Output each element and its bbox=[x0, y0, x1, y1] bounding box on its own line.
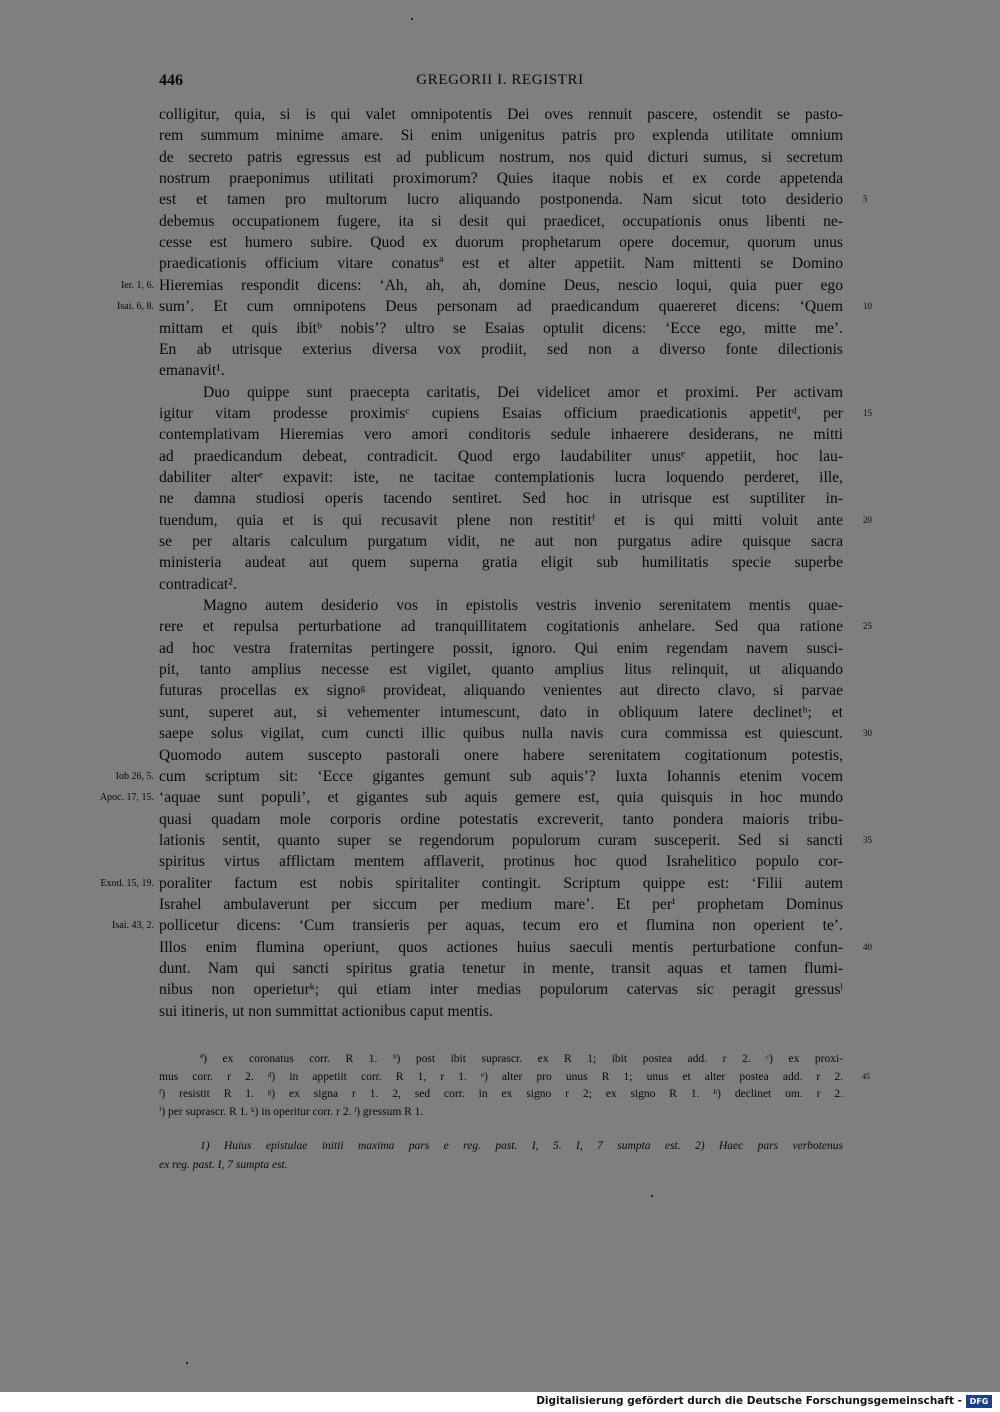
line-number: 45 bbox=[862, 1071, 870, 1081]
page-number: 446 bbox=[159, 72, 183, 89]
text-line: Duo quippe sunt praecepta caritatis, Dei videlicet amor et proximi. Per activam bbox=[203, 383, 843, 401]
running-title: GREGORII I. REGISTRI bbox=[416, 72, 584, 88]
text-line: Hieremias respondit dicens: ‘Ah, ah, ah, domine Deus, nescio loqui, quia puer ego bbox=[159, 276, 843, 294]
text-line: debemus occupationem fugere, ita si desit qui praedicet, occupationis onus libenti ne- bbox=[159, 212, 843, 230]
funding-credit: Digitalisierung gefördert durch die Deutsche Forschungsgemeinschaft - bbox=[536, 1395, 962, 1407]
apparatus-line: mus corr. r 2. ᵈ) in appetiit corr. R 1, r 1. ᵉ) alter pro unus R 1; unus et alter postea add. r 2. bbox=[159, 1070, 843, 1083]
text-line: sui itineris, ut non summittat actionibus caput mentis. bbox=[159, 1002, 493, 1020]
text-line: futuras procellas ex signoᵍ provideat, aliquando venientes aut directo clavo, si parvae bbox=[159, 682, 843, 700]
text-line: pit, tanto amplius necesse est vigilet, quanto amplius litus relinquit, ut aliquando bbox=[159, 661, 843, 679]
text-line: colligitur, quia, si is qui valet omnipotentis Dei oves rennuit pascere, ostendit se pasto- bbox=[159, 106, 843, 123]
scan-speck bbox=[186, 1362, 188, 1364]
line-number: 15 bbox=[863, 407, 872, 418]
text-line: emanavit¹. bbox=[159, 362, 225, 380]
text-line: ‘aquae sunt populi’, et gigantes sub aquis gemere est, quia quisquis in hoc mundo bbox=[159, 789, 843, 807]
text-line: mittam et quis ibitᵇ nobis’? ultro se Esaias optulit dicens: ‘Ecce ego, mitte me’. bbox=[159, 319, 843, 337]
text-line: contemplativam Hieremias vero amori conditoris sedule inhaerere desiderans, ne mitti bbox=[159, 426, 843, 444]
line-number: 5 bbox=[863, 194, 868, 205]
text-line: cesse est humero subire. Quod ex duorum prophetarum opere docemur, quorum unus bbox=[159, 234, 843, 252]
text-line: contradicat². bbox=[159, 575, 237, 593]
text-line: lationis sentit, quanto super se regendorum populorum curam susceperit. Sed si sancti bbox=[159, 831, 843, 849]
text-line: Illos enim flumina operiunt, quos actiones huius saeculi mentis perturbatione confun- bbox=[159, 938, 843, 956]
text-line: dabiliter alterᵉ expavit: iste, ne tacitae contemplationis lucra loquendo perderet, ille, bbox=[159, 468, 843, 486]
text-line: nostrum praeponimus utilitati proximorum? Quies itaque nobis et ex corde appetenda bbox=[159, 170, 843, 188]
text-line: En ab utrisque exterius diversa vox prodiit, sed non a diverso fonte dilectionis bbox=[159, 340, 843, 358]
text-line: de secreto patris egressus est ad publicum nostrum, nos quid dicturi sumus, si secretum bbox=[159, 148, 843, 166]
text-line: saepe solus vigilat, cum cuncti illic quibus nulla navis cura commissa est quiescunt. bbox=[159, 725, 843, 743]
text-line: sum’. Et cum omnipotens Deus personam ad praedicandum quaereret dicens: ‘Quem bbox=[159, 298, 843, 316]
text-line: rere et repulsa perturbatione ad tranquillitatem cogitationis anhelare. Sed qua ratione bbox=[159, 618, 843, 636]
line-number: 20 bbox=[863, 514, 872, 525]
text-line: cum scriptum sit: ‘Ecce gigantes gemunt sub aquis’? Iuxta Iohannis etenim vocem bbox=[159, 767, 843, 785]
text-line: spiritus virtus afflictam mentem afflaverit, protinus hoc quod Israhelitico populo cor- bbox=[159, 853, 843, 871]
text-line: ad praedicandum debeat, contradicit. Quod ergo laudabiliter unusᵉ appetiit, hoc lau- bbox=[159, 447, 843, 465]
text-line: est et tamen pro multorum lucro aliquando postponenda. Nam sicut toto desiderio bbox=[159, 191, 843, 209]
text-line: ne damna studiosi operis tacendo sentiret. Sed hoc in utrisque est suptiliter in- bbox=[159, 490, 843, 508]
line-number: 10 bbox=[863, 301, 872, 312]
apparatus-line: ⁱ) per suprascr. R 1. ᵏ) in operitur corr. r 2. ˡ) gressum R 1. bbox=[159, 1105, 424, 1118]
text-line: sunt, superet aut, si vehementer intumescunt, dato in obliquum latere declinetʰ; et bbox=[159, 703, 843, 721]
margin-reference: Isai. 6, 8. bbox=[117, 301, 154, 313]
line-number: 25 bbox=[863, 621, 872, 632]
text-line: nibus non operieturᵏ; qui etiam inter medias populorum catervas sic peragit gressusˡ bbox=[159, 981, 843, 999]
text-line: igitur vitam prodesse proximisᶜ cupiens Esaias officium praedicationis appetitᵈ, per bbox=[159, 404, 843, 422]
apparatus-line: ª) ex coronatus corr. R 1. ᵇ) post ibit suprascr. ex R 1; ibit postea add. r 2. ᶜ) ex proxi- bbox=[200, 1053, 843, 1065]
margin-reference: Exod. 15, 19. bbox=[100, 877, 154, 889]
apparatus-line: ᶠ) resistit R 1. ᵍ) ex signa r 1. 2, sed corr. in ex signo r 2; ex signo R 1. ʰ) declinet om. r 2. bbox=[159, 1088, 843, 1101]
line-number: 30 bbox=[863, 728, 872, 739]
text-line: praedicationis officium vitare conatusª est et alter appetiit. Nam mittenti se Domino bbox=[159, 255, 843, 273]
margin-reference: Ier. 1, 6. bbox=[120, 279, 154, 291]
line-number: 35 bbox=[863, 834, 872, 845]
text-line: rem summum minime amare. Si enim unigenitus patris pro explenda utilitate omnium bbox=[159, 127, 843, 145]
note-line: 1) Huius epistulae initii maxima pars e reg. past. I, 5. I, 7 sumpta est. 2) Haec pars verbotenus bbox=[200, 1140, 843, 1152]
text-line: quasi quadam mole corporis ordine potestatis excreverit, tanto pondera maioris tribu- bbox=[159, 810, 843, 828]
text-line: Magno autem desiderio vos in epistolis vestris invenio serenitatem mentis quae- bbox=[203, 597, 843, 615]
text-line: Quomodo autem suscepto pastorali onere habere serenitatem cogitationum potestis, bbox=[159, 746, 843, 764]
text-line: ministeria audeat aut quem superna gratia eligit sub humilitatis specie superbe bbox=[159, 554, 843, 572]
note-line: ex reg. past. I, 7 sumpta est. bbox=[159, 1159, 288, 1171]
text-line: Israhel ambulaverunt per siccum per medium mare’. Et perⁱ prophetam Dominus bbox=[159, 895, 843, 913]
text-line: poraliter factum est nobis spiritaliter contingit. Scriptum quippe est: ‘Filii autem bbox=[159, 874, 843, 892]
text-line: ad hoc vestra fraternitas pertingere possit, ignoro. Qui enim regendam navem susci- bbox=[159, 639, 843, 657]
text-line: pollicetur dicens: ‘Cum transieris per aquas, tecum ero et flumina non operient te’. bbox=[159, 917, 843, 935]
text-line: tuendum, quia et is qui recusavit plene non restititᶠ et is qui mitti voluit ante bbox=[159, 511, 843, 529]
text-line: dunt. Nam qui sancti spiritus gratia tenetur in mente, transit aquas et tamen flumi- bbox=[159, 960, 843, 977]
text-line: se per altaris calculum purgatum vidit, ne aut non purgatus adire quisque sacra bbox=[159, 533, 843, 550]
margin-reference: Isai. 43, 2. bbox=[112, 920, 154, 932]
line-number: 40 bbox=[863, 941, 872, 952]
margin-reference: Iob 26, 5. bbox=[115, 770, 154, 782]
margin-reference: Apoc. 17, 15. bbox=[99, 792, 154, 804]
scan-speck bbox=[411, 18, 413, 20]
dfg-logo: DFG bbox=[966, 1395, 992, 1408]
scan-speck bbox=[651, 1195, 653, 1197]
